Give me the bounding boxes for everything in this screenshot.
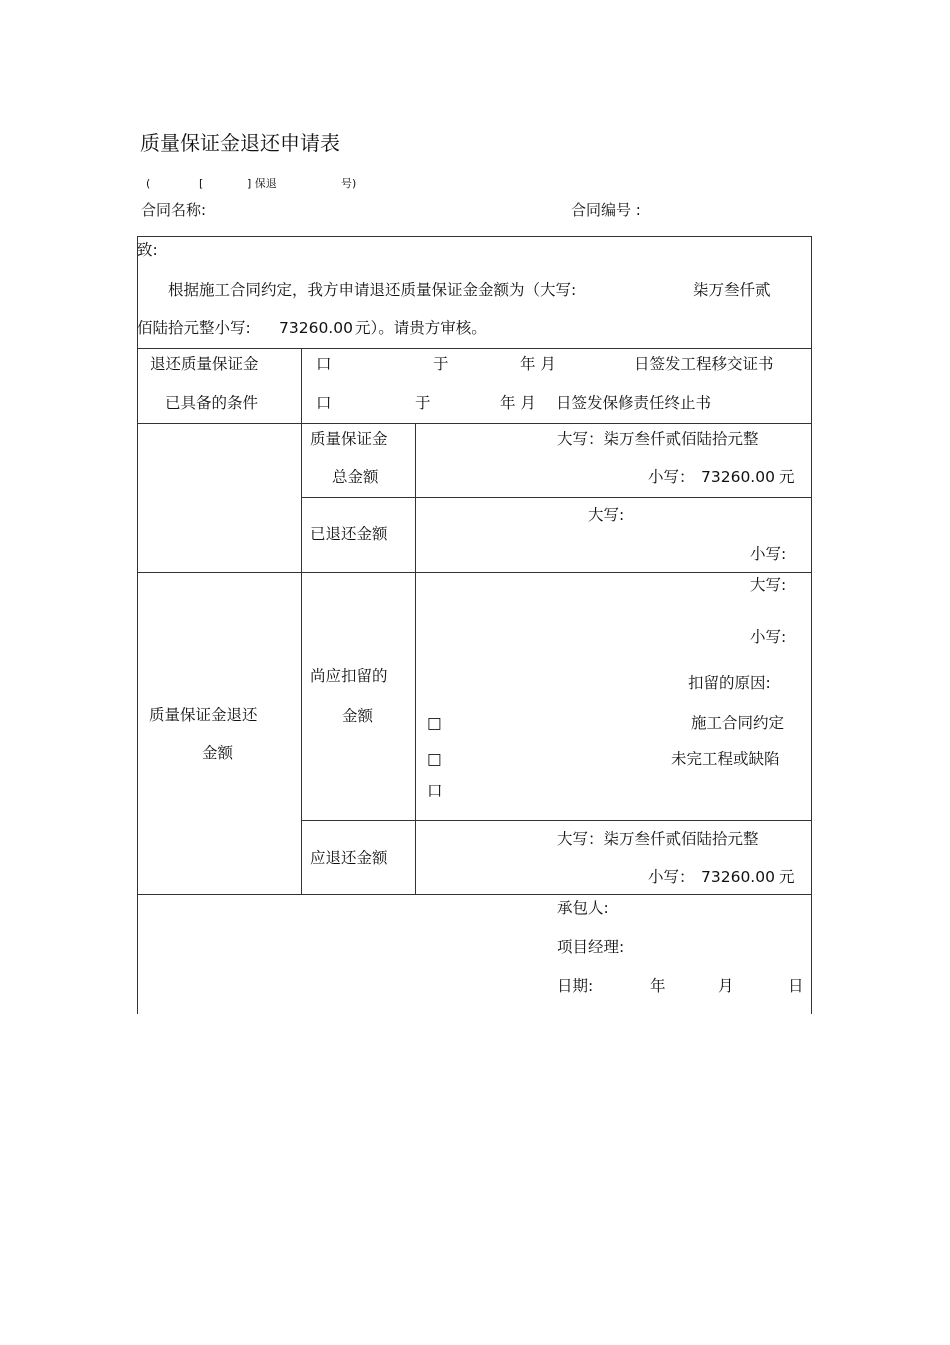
intro-amount-upper: 柒万叁仟贰 <box>693 281 771 299</box>
date-day: 日 <box>788 977 804 995</box>
reason2-text: 未完工程或缺陷 <box>671 750 780 768</box>
date-year: 年 <box>650 977 666 995</box>
condition1-checkbox[interactable]: 口 <box>316 355 332 373</box>
page-title: 质量保证金退还申请表 <box>140 131 340 155</box>
condition1-text: 日签发工程移交证书 <box>634 355 774 373</box>
date-label: 日期: <box>557 977 594 995</box>
intro-line2-prefix: 佰陆拾元整小写: <box>137 319 251 337</box>
reason3-checkbox[interactable]: 口 <box>427 782 443 800</box>
retained-lower: 小写: <box>750 628 787 646</box>
table-border-left <box>137 236 138 1014</box>
total-label-1: 质量保证金 <box>310 430 388 448</box>
condition2-yu: 于 <box>415 394 431 412</box>
conditions-label-2: 已具备的条件 <box>165 394 259 412</box>
total-lower-value: 73260.00 <box>701 468 775 486</box>
row-divider-refund <box>137 894 812 895</box>
table-border-top <box>137 236 812 237</box>
row-divider-retained <box>301 820 812 821</box>
row-divider-returned <box>137 572 812 573</box>
subheading-paren-open: ( <box>146 177 151 190</box>
total-upper: 大写：柒万叁仟贰佰陆拾元整 <box>557 430 759 448</box>
contractor-label: 承包人: <box>557 899 609 917</box>
row-divider-conditions <box>137 423 812 424</box>
conditions-label-1: 退还质量保证金 <box>150 355 259 373</box>
refund-section-label-2: 金额 <box>202 744 234 762</box>
retained-upper: 大写: <box>750 576 787 594</box>
returned-upper: 大写: <box>588 506 625 524</box>
retained-label-2: 金额 <box>342 707 374 725</box>
intro-line1-prefix: 根据施工合同约定，我方申请退还质量保证金金额为（大写: <box>168 281 577 299</box>
manager-label: 项目经理: <box>557 938 625 956</box>
condition1-year-month: 年 月 <box>520 355 556 373</box>
contract-no-label: 合同编号 : <box>571 201 641 219</box>
condition2-text: 日签发保修责任终止书 <box>556 394 712 412</box>
condition2-checkbox[interactable]: 口 <box>316 394 332 412</box>
to-refund-unit: 元 <box>779 868 795 886</box>
reason2-checkbox[interactable]: □ <box>427 750 442 768</box>
subheading-number-suffix: 号) <box>341 177 357 190</box>
condition2-year-month: 年 月 <box>500 394 536 412</box>
col-divider-2 <box>415 423 416 894</box>
contract-name-label: 合同名称: <box>141 201 207 219</box>
reason1-checkbox[interactable]: □ <box>427 714 442 732</box>
total-lower-label: 小写： <box>648 468 695 486</box>
to-refund-label: 应退还金额 <box>310 849 388 867</box>
row-divider-intro <box>137 348 812 349</box>
to-refund-lower-value: 73260.00 <box>701 868 775 886</box>
to-label: 致: <box>137 241 158 259</box>
returned-label: 已退还金额 <box>310 525 388 543</box>
reason1-text: 施工合同约定 <box>691 714 785 732</box>
to-refund-lower-label: 小写： <box>648 868 695 886</box>
to-refund-upper: 大写：柒万叁仟贰佰陆拾元整 <box>557 830 759 848</box>
subheading-bracket-text: ] 保退 <box>247 177 277 190</box>
intro-line2-suffix: 元）。请贵方审核。 <box>355 319 487 337</box>
refund-section-label-1: 质量保证金退还 <box>149 706 258 724</box>
table-border-right <box>811 236 812 1014</box>
returned-lower: 小写: <box>750 545 787 563</box>
intro-amount-lower: 73260.00 <box>279 319 353 337</box>
subheading-bracket-open: [ <box>199 177 204 190</box>
retained-label-1: 尚应扣留的 <box>310 667 388 685</box>
date-month: 月 <box>718 977 734 995</box>
total-label-2: 总金额 <box>332 468 379 486</box>
retained-reason-label: 扣留的原因: <box>688 674 771 692</box>
col-divider-1 <box>301 348 302 894</box>
condition1-yu: 于 <box>433 355 449 373</box>
row-divider-total <box>301 497 812 498</box>
total-unit: 元 <box>779 468 795 486</box>
